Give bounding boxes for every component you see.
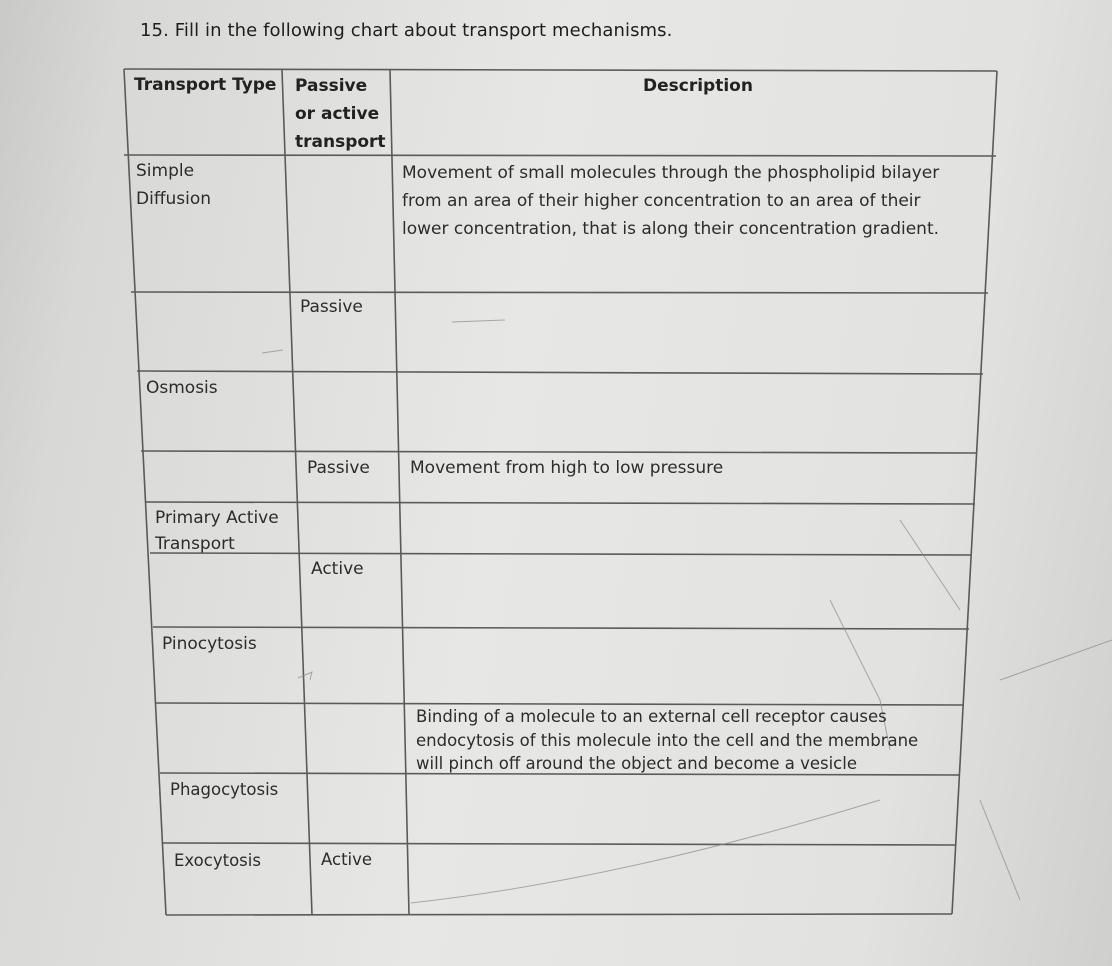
table-row-type: Osmosis: [146, 378, 218, 398]
header-transport-type: Transport Type: [134, 75, 277, 95]
table-row-mode: Active: [311, 559, 364, 579]
table-row-mode: Passive: [300, 297, 363, 317]
question-text: 15. Fill in the following chart about transport mechanisms.: [140, 20, 673, 41]
table-row-mode: Passive: [307, 458, 370, 478]
table-row-type: Exocytosis: [174, 851, 261, 870]
table-row-type: Pinocytosis: [162, 634, 257, 654]
table-row-type: Primary Active Transport: [155, 508, 279, 554]
header-passive-active: Passive or active transport: [295, 76, 386, 152]
table-row-mode: Active: [321, 850, 373, 869]
header-description: Description: [643, 76, 753, 96]
table-row-description: Binding of a molecule to an external cell receptor causes endocytosis of this molecule into the cell and the membrane will pinch off around the object and become a vesicle: [416, 707, 919, 773]
table-row-description: Movement of small molecules through the phospholipid bilayer from an area of their higher concentration to an area of their lower concentration, that is along their concentration gradient.: [402, 163, 940, 239]
table-row-type: Phagocytosis: [170, 780, 279, 799]
table-row-type: Simple Diffusion: [136, 161, 212, 209]
table-row-description: Movement from high to low pressure: [410, 458, 724, 478]
